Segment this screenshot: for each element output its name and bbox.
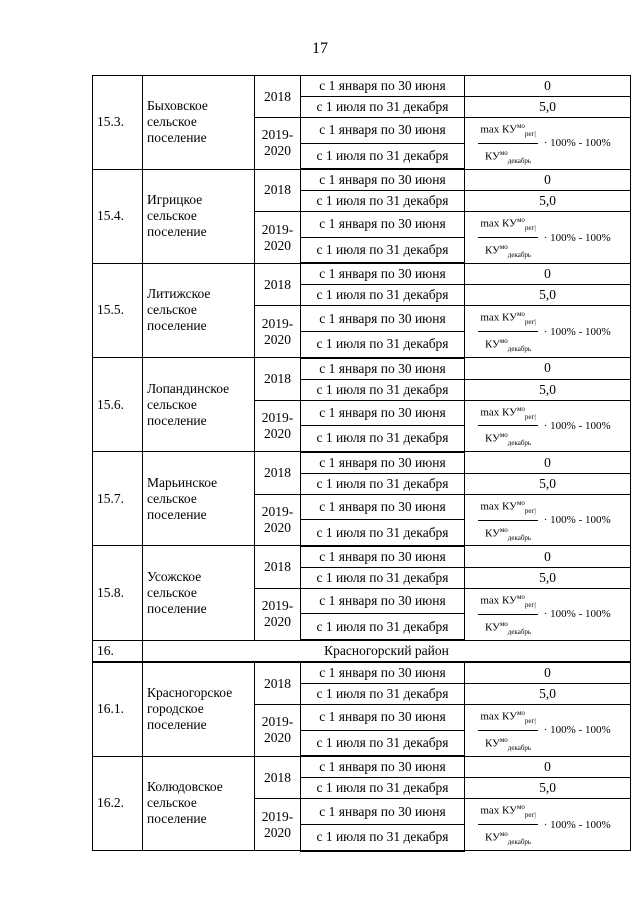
- period-cell: с 1 июля по 31 декабря: [301, 191, 465, 212]
- formula-numerator: [478, 212, 537, 238]
- formula-sub: декабрь: [507, 838, 532, 846]
- row-number: 16.: [93, 640, 143, 662]
- formula-numerator: [478, 799, 537, 825]
- formula-sub: рег|: [524, 600, 536, 609]
- row-number: 15.4.: [93, 169, 143, 263]
- value-cell: 0: [465, 756, 631, 778]
- formula-tail: · 100% - 100%: [543, 818, 611, 831]
- table-row: [93, 756, 631, 778]
- year-line: 2019-: [261, 221, 294, 237]
- index-formula: [469, 705, 626, 756]
- period-cell: с 1 января по 30 июня: [301, 799, 465, 825]
- period-cell: с 1 июля по 31 декабря: [301, 684, 465, 705]
- district-row: [93, 640, 631, 662]
- period-cell: с 1 июля по 31 декабря: [301, 237, 465, 263]
- formula-ku: КУ: [502, 217, 517, 230]
- formula-cell: [465, 212, 631, 264]
- formula-sub: декабрь: [507, 439, 532, 448]
- year-cell: [255, 118, 301, 170]
- formula-numerator: [478, 705, 537, 731]
- year-cell: 2018: [255, 756, 301, 799]
- year-line: 2019-: [261, 808, 294, 824]
- formula-cell: [465, 400, 631, 452]
- formula-sub: декабрь: [507, 533, 532, 542]
- period-cell: с 1 января по 30 июня: [301, 756, 465, 778]
- table-row: [93, 452, 631, 474]
- index-formula: [469, 799, 626, 850]
- value-cell: 5,0: [465, 567, 631, 588]
- formula-tail: · 100% - 100%: [543, 724, 611, 737]
- formula-numerator: [478, 306, 537, 332]
- table-row: [93, 263, 631, 285]
- year-cell: 2018: [255, 169, 301, 212]
- formula-sub: декабрь: [507, 345, 532, 354]
- formula-tail: · 100% - 100%: [543, 137, 611, 150]
- formula-fraction: [478, 705, 537, 756]
- formula-sup: мо: [499, 337, 508, 346]
- formula-cell: [465, 588, 631, 640]
- formula-sup: мо: [516, 404, 525, 413]
- value-cell: 0: [465, 546, 631, 568]
- settlement-name: Марьинское сельское поселение: [143, 452, 255, 546]
- formula-sup: мо: [499, 735, 508, 744]
- table-row: [93, 358, 631, 380]
- formula-cell: [465, 799, 631, 851]
- settlement-name: Быховское сельское поселение: [143, 76, 255, 170]
- year-line: 2019-: [261, 504, 294, 520]
- formula-tail: · 100% - 100%: [543, 514, 611, 527]
- formula-sub: рег|: [524, 412, 536, 421]
- value-cell: 5,0: [465, 191, 631, 212]
- formula-tail: · 100% - 100%: [543, 608, 611, 621]
- formula-sub: рег|: [524, 129, 536, 138]
- formula-denominator: [485, 144, 531, 169]
- period-cell: с 1 января по 30 июня: [301, 212, 465, 238]
- table-row: [93, 546, 631, 568]
- formula-sup: мо: [499, 830, 508, 839]
- formula-denominator: [485, 521, 531, 546]
- settlement-name: Усожское сельское поселение: [143, 546, 255, 640]
- formula-ku: КУ: [484, 621, 500, 634]
- year-cell: [255, 799, 301, 851]
- period-cell: с 1 января по 30 июня: [301, 588, 465, 614]
- formula-ku: КУ: [502, 406, 517, 419]
- index-formula: [469, 495, 626, 546]
- value-cell: 5,0: [465, 778, 631, 799]
- formula-sub: рег|: [524, 318, 536, 327]
- year-cell: [255, 212, 301, 264]
- formula-sup: мо: [499, 619, 508, 628]
- settlement-name: Красногорское городское поселение: [143, 662, 255, 756]
- value-cell: 0: [465, 662, 631, 684]
- value-cell: 5,0: [465, 379, 631, 400]
- formula-sup: мо: [516, 709, 525, 718]
- year-line: 2020: [264, 143, 291, 159]
- year-line: 2019-: [261, 598, 294, 614]
- formula-ku: КУ: [502, 500, 517, 513]
- tariff-table: [92, 75, 631, 852]
- settlement-name: Лопандинское сельское поселение: [143, 358, 255, 452]
- formula-sub: декабрь: [507, 627, 532, 636]
- formula-sup: мо: [499, 148, 508, 157]
- row-number: 16.2.: [93, 756, 143, 850]
- formula-ku: КУ: [484, 338, 500, 351]
- year-line: 2020: [264, 237, 291, 253]
- table-row: [93, 662, 631, 684]
- year-line: 2019-: [261, 409, 294, 425]
- index-formula: [469, 401, 626, 452]
- formula-sup: мо: [499, 243, 508, 252]
- period-cell: с 1 июля по 31 декабря: [301, 97, 465, 118]
- formula-sup: мо: [499, 525, 508, 534]
- value-cell: 0: [465, 452, 631, 474]
- formula-max: max: [480, 500, 500, 513]
- formula-fraction: [478, 495, 537, 546]
- year-cell: [255, 494, 301, 546]
- formula-sup: мо: [516, 803, 525, 812]
- formula-fraction: [478, 589, 537, 640]
- formula-ku: КУ: [484, 433, 500, 446]
- formula-max: max: [480, 804, 500, 817]
- settlement-name: Игрицкое сельское поселение: [143, 169, 255, 263]
- value-cell: 5,0: [465, 473, 631, 494]
- value-cell: 5,0: [465, 285, 631, 306]
- period-cell: с 1 июля по 31 декабря: [301, 567, 465, 588]
- formula-fraction: [478, 118, 537, 169]
- formula-ku: КУ: [502, 594, 517, 607]
- settlement-name: Литижское сельское поселение: [143, 263, 255, 357]
- formula-sup: мо: [516, 216, 525, 225]
- formula-denominator: [485, 238, 531, 263]
- formula-fraction: [478, 212, 537, 263]
- period-cell: с 1 июля по 31 декабря: [301, 143, 465, 169]
- row-number: 15.7.: [93, 452, 143, 546]
- formula-ku: КУ: [502, 312, 517, 325]
- formula-sub: декабрь: [507, 250, 532, 259]
- year-cell: [255, 588, 301, 640]
- formula-ku: КУ: [484, 737, 500, 750]
- formula-ku: КУ: [484, 831, 500, 844]
- formula-sub: декабрь: [507, 743, 532, 752]
- formula-denominator: [485, 426, 531, 451]
- formula-numerator: [478, 589, 537, 615]
- value-cell: 0: [465, 169, 631, 191]
- formula-sup: мо: [516, 592, 525, 601]
- formula-fraction: [478, 401, 537, 452]
- formula-numerator: [478, 401, 537, 427]
- row-number: 15.3.: [93, 76, 143, 170]
- formula-ku: КУ: [484, 150, 500, 163]
- row-number: 16.1.: [93, 662, 143, 756]
- year-line: 2020: [264, 331, 291, 347]
- year-line: 2020: [264, 730, 291, 746]
- formula-max: max: [480, 123, 500, 136]
- formula-max: max: [480, 594, 500, 607]
- formula-ku: КУ: [502, 710, 517, 723]
- row-number: 15.5.: [93, 263, 143, 357]
- formula-fraction: [478, 306, 537, 357]
- year-cell: 2018: [255, 452, 301, 495]
- formula-denominator: [485, 615, 531, 640]
- period-cell: с 1 июля по 31 декабря: [301, 331, 465, 357]
- index-formula: [469, 212, 626, 263]
- page-number: 17: [312, 40, 328, 57]
- period-cell: с 1 января по 30 июня: [301, 118, 465, 144]
- period-cell: с 1 января по 30 июня: [301, 400, 465, 426]
- year-cell: 2018: [255, 263, 301, 306]
- formula-ku: КУ: [502, 804, 517, 817]
- table-row: [93, 76, 631, 97]
- year-cell: [255, 306, 301, 358]
- formula-numerator: [478, 495, 537, 521]
- period-cell: с 1 января по 30 июня: [301, 705, 465, 731]
- value-cell: 5,0: [465, 684, 631, 705]
- period-cell: с 1 июля по 31 декабря: [301, 473, 465, 494]
- period-cell: с 1 января по 30 июня: [301, 358, 465, 380]
- year-line: 2019-: [261, 714, 294, 730]
- formula-max: max: [480, 217, 500, 230]
- year-cell: [255, 400, 301, 452]
- period-cell: с 1 января по 30 июня: [301, 452, 465, 474]
- period-cell: с 1 января по 30 июня: [301, 76, 465, 97]
- formula-sub: рег|: [524, 716, 536, 725]
- formula-sub: рег|: [524, 506, 536, 515]
- formula-tail: · 100% - 100%: [543, 325, 611, 338]
- formula-sup: мо: [499, 431, 508, 440]
- formula-ku: КУ: [502, 123, 517, 136]
- period-cell: с 1 января по 30 июня: [301, 662, 465, 684]
- value-cell: 0: [465, 358, 631, 380]
- formula-numerator: [478, 118, 537, 144]
- formula-sup: мо: [516, 498, 525, 507]
- formula-tail: · 100% - 100%: [543, 419, 611, 432]
- period-cell: с 1 июля по 31 декабря: [301, 520, 465, 546]
- period-cell: с 1 июля по 31 декабря: [301, 614, 465, 640]
- period-cell: с 1 января по 30 июня: [301, 546, 465, 568]
- formula-denominator: [485, 332, 531, 357]
- value-cell: 5,0: [465, 97, 631, 118]
- formula-sub: рег|: [524, 224, 536, 233]
- year-cell: 2018: [255, 662, 301, 705]
- year-line: 2020: [264, 520, 291, 536]
- formula-cell: [465, 306, 631, 358]
- year-line: 2020: [264, 614, 291, 630]
- year-cell: 2018: [255, 76, 301, 118]
- year-line: 2020: [264, 425, 291, 441]
- year-line: 2019-: [261, 127, 294, 143]
- formula-ku: КУ: [484, 244, 500, 257]
- formula-sup: мо: [516, 310, 525, 319]
- period-cell: с 1 июля по 31 декабря: [301, 379, 465, 400]
- formula-denominator: [485, 825, 531, 850]
- period-cell: с 1 января по 30 июня: [301, 306, 465, 332]
- formula-ku: КУ: [484, 527, 500, 540]
- formula-max: max: [480, 710, 500, 723]
- year-cell: 2018: [255, 358, 301, 401]
- row-number: 15.6.: [93, 358, 143, 452]
- table-row: [93, 169, 631, 191]
- formula-sup: мо: [516, 122, 525, 130]
- period-cell: с 1 января по 30 июня: [301, 169, 465, 191]
- formula-fraction: [478, 799, 537, 850]
- formula-tail: · 100% - 100%: [543, 231, 611, 244]
- formula-cell: [465, 494, 631, 546]
- period-cell: с 1 июля по 31 декабря: [301, 285, 465, 306]
- formula-max: max: [480, 406, 500, 419]
- formula-max: max: [480, 312, 500, 325]
- period-cell: с 1 января по 30 июня: [301, 263, 465, 285]
- index-formula: [469, 118, 626, 169]
- year-cell: [255, 705, 301, 757]
- year-line: 2020: [264, 824, 291, 840]
- formula-cell: [465, 118, 631, 170]
- value-cell: 0: [465, 263, 631, 285]
- year-line: 2019-: [261, 315, 294, 331]
- period-cell: с 1 июля по 31 декабря: [301, 824, 465, 850]
- index-formula: [469, 589, 626, 640]
- period-cell: с 1 июля по 31 декабря: [301, 730, 465, 756]
- year-cell: 2018: [255, 546, 301, 589]
- index-formula: [469, 306, 626, 357]
- formula-sub: рег|: [524, 811, 536, 820]
- formula-sub: декабрь: [507, 156, 532, 165]
- formula-cell: [465, 705, 631, 757]
- period-cell: с 1 июля по 31 декабря: [301, 426, 465, 452]
- value-cell: 0: [465, 76, 631, 97]
- settlement-name: Колюдовское сельское поселение: [143, 756, 255, 850]
- formula-denominator: [485, 731, 531, 756]
- row-number: 15.8.: [93, 546, 143, 640]
- period-cell: с 1 июля по 31 декабря: [301, 778, 465, 799]
- district-name: Красногорский район: [143, 640, 631, 662]
- period-cell: с 1 января по 30 июня: [301, 494, 465, 520]
